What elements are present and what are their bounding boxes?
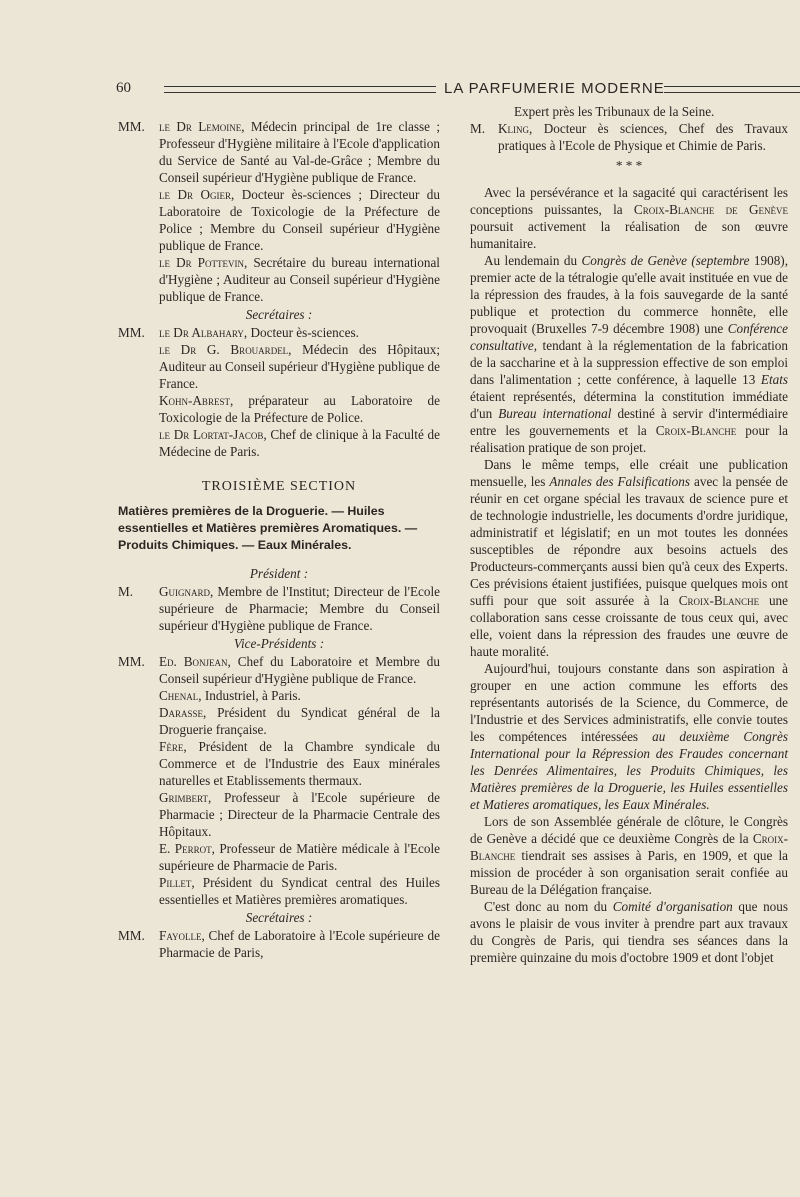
member-entry — [118, 653, 440, 687]
member-description: Président du Syndicat général de la Droguerie française. — [159, 705, 440, 737]
entry-prefix — [118, 392, 159, 426]
member-entry — [118, 118, 440, 186]
member-description: Chef de clinique à la Faculté de Médecine de Paris. — [159, 427, 440, 459]
secretaires-heading-2: Secrétaires : — [245, 910, 313, 925]
text-run: Etats — [760, 372, 788, 387]
member-description: préparateur au Laboratoire de Toxicologie de la Préfecture de Police. — [159, 393, 440, 425]
entry-prefix — [118, 186, 159, 254]
section-title: TROISIÈME SECTION — [201, 479, 357, 494]
member-description: Président du Syndicat central des Huiles essentielles et Matières premières aromatiques. — [159, 875, 440, 907]
text-run: étaient représentés, détermina la constitution immédiate d'un — [470, 389, 788, 421]
header-rule-left — [164, 86, 436, 93]
president-entry — [118, 583, 440, 634]
member-entry — [118, 392, 440, 426]
member-entry — [118, 874, 440, 908]
member-entry — [118, 738, 440, 789]
vice-presidents-heading: Vice-Présidents : — [233, 636, 325, 651]
vice-presidents-list — [118, 653, 440, 908]
member-entry — [118, 704, 440, 738]
text-run: Croix-Blanche de Genève — [633, 202, 788, 217]
member-description: Industriel, à Paris. — [201, 688, 301, 703]
member-description: Docteur ès sciences, Chef des Travaux pratiques à l'Ecole de Physique et Chimie de Paris. — [498, 121, 788, 153]
member-entry — [118, 254, 440, 305]
member-name: Grimbert, — [159, 790, 212, 805]
member-description: Professeur à l'Ecole supérieure de Pharmacie ; Directeur de la Pharmacie Centrale des Hôpitaux. — [159, 790, 440, 839]
entry-prefix — [118, 254, 159, 305]
member-name: Fère, — [159, 739, 187, 754]
text-run: au deuxième Congrès International pour la Répression des Fraudes concernant les Denrées Alimentaires, les Produits Chimiques, les Matières premières de la Droguerie, les Huiles essentielles et Matieres aromatiques, les Eaux Minérales. — [470, 729, 789, 812]
text-run: Annales des Falsifications — [549, 474, 690, 489]
member-entry — [118, 583, 440, 634]
entry-prefix — [118, 789, 159, 840]
member-entry — [118, 324, 440, 341]
member-description: Secrétaire du bureau international d'Hygiène ; Auditeur au Conseil supérieur d'Hygiène publique de France. — [159, 255, 440, 304]
right-column — [470, 103, 788, 966]
entry-prefix — [118, 874, 159, 908]
paragraph-6 — [470, 898, 788, 966]
member-name: le Dr Lemoine, — [159, 119, 245, 134]
member-name: le Dr Lortat-Jacob, — [159, 427, 267, 442]
member-entry — [118, 927, 440, 961]
member-description: Docteur ès-sciences ; Directeur du Laboratoire de Toxicologie de la Préfecture de Police ; Membre du Conseil supérieur d'Hygiène publique de France. — [159, 187, 440, 253]
section-subtitle: Matières premières de la Droguerie. — Huiles essentielles et Matières premières Aromatiques. — Produits Chimiques. — Eaux Minérales. — [118, 504, 418, 552]
member-name: E. Perrot, — [159, 841, 215, 856]
page-number: 60 — [116, 80, 131, 96]
paragraph-3 — [470, 456, 788, 660]
member-name: Chenal, — [159, 688, 202, 703]
entry-prefix: MM. — [118, 119, 145, 134]
text-run: Croix-Blanche — [678, 593, 760, 608]
entry-prefix — [118, 426, 159, 460]
text-run: Bureau international — [498, 406, 612, 421]
text-run: Croix-Blanche — [470, 831, 788, 863]
text-run: Comité d'organisation — [612, 899, 733, 914]
member-name: le Dr Albahary, — [159, 325, 248, 340]
text-run: tendant à la réglementation de la fabrication de la saccharine et à la suppression effective de son emploi dans l'alimentation ; cette conférence, à laquelle 13 — [470, 338, 788, 387]
text-run: Aujourd'hui, toujours constante dans son aspiration à grouper en une action commune les efforts des représentants autorisés de la Science, du Commerce, de l'Industrie et des Services administratifs, elle convie toutes les compétences intéressées — [470, 661, 788, 744]
member-name: Kohn-Abrest, — [159, 393, 234, 408]
text-run: Au lendemain du — [484, 253, 582, 268]
paragraph-4 — [470, 660, 788, 813]
member-description: Médecin principal de 1re classe ; Professeur d'Hygiène militaire à l'Ecole d'application du Service de Santé au Val-de-Grâce ; Membre du Conseil supérieur d'Hygiène publique de France. — [159, 119, 440, 185]
secretaires-heading: Secrétaires : — [245, 307, 313, 322]
kling-entry — [470, 120, 788, 154]
text-run: Conférence consultative, — [470, 321, 788, 353]
paragraph-5 — [470, 813, 788, 898]
text-run: destiné à servir d'intermédiaire entre les gouvernements et la — [470, 406, 789, 438]
paragraph-1 — [470, 184, 788, 252]
text-run: Lors de son Assemblée générale de clôture, le Congrès de Genève a décidé que ce deuxième Congrès de la — [470, 814, 788, 846]
text-run: avec la pensée de réunir en cet organe spécial les travaux de science pure et de technologie industrielle, les documents d'ordre juridique, administratif et législatif; en un mot toutes les données susceptibles de répondre aux besoins actuels des Producteurs-commerçants aussi bien qu'à ceux des Experts. Ces prévisions étaient justifiées, puisque quelques mois ont suffi pour que soit assurée à la — [470, 474, 788, 608]
last-entry — [118, 927, 440, 961]
member-name: le Dr Ogier, — [159, 187, 235, 202]
member-description: Docteur ès-sciences. — [247, 325, 359, 340]
member-name: le Dr G. Brouardel, — [159, 342, 292, 357]
header-rule-right — [664, 86, 800, 93]
member-entry — [118, 186, 440, 254]
member-entry — [118, 426, 440, 460]
entry-prefix — [118, 704, 159, 738]
member-name: Guignard, — [159, 584, 214, 599]
text-run: C'est donc au nom du — [484, 899, 613, 914]
member-entry — [470, 120, 788, 154]
text-run: une collaboration sans cesse croissante de tous ceux qui, avec elle, voient dans la répression des fraudes une œuvre de haute moralité. — [470, 593, 788, 659]
entry-prefix — [118, 738, 159, 789]
member-description: Professeur de Matière médicale à l'Ecole supérieure de Pharmacie de Paris. — [159, 841, 441, 873]
member-description: Président de la Chambre syndicale du Commerce et de l'Industrie des Eaux minérales naturelles et Etablissements thermaux. — [159, 739, 440, 788]
member-description: Médecin des Hôpitaux; Auditeur au Conseil supérieur d'Hygiène publique de France. — [159, 342, 440, 391]
entry-prefix: M. — [118, 584, 134, 599]
member-entry — [118, 840, 440, 874]
left-column — [118, 118, 440, 961]
entry-prefix — [118, 840, 159, 874]
text-run: Dans le même temps, elle créait une publication mensuelle, les — [470, 457, 788, 489]
member-entry — [118, 687, 440, 704]
entry-prefix — [118, 341, 159, 392]
member-list-b — [118, 324, 440, 460]
member-name: Darasse, — [159, 705, 207, 720]
text-run: 1908), premier acte de la tétralogie qu'elle avait instituée en vue de la répression des fraudes, à la fois sauvegarde de la santé publique et protection du commerce honnête, elle provoquait (Bruxelles 7-9 décembre 1908) une — [470, 253, 788, 336]
text-run: pour la réalisation pratique de son projet. — [470, 423, 788, 455]
member-description: Chef de Laboratoire à l'Ecole supérieure de Pharmacie de Paris, — [159, 928, 440, 960]
section-break-stars: * * * — [615, 158, 643, 173]
text-run: que nous avons le plaisir de vous inviter à prendre part aux travaux du Congrès de Paris, qui tiendra ses séances dans la première quinzaine du mois d'octobre 1909 et dont l'objet — [470, 899, 788, 965]
continuation-line: Expert près les Tribunaux de la Seine. — [514, 104, 715, 119]
member-name: Ed. Bonjean, — [159, 654, 231, 669]
text-run: tiendrait ses assises à Paris, en 1909, et que la mission de procéder à son organisation serait confiée au Bureau de la Délégation française. — [470, 848, 788, 897]
text-run: Croix-Blanche — [655, 423, 737, 438]
running-title: LA PARFUMERIE MODERNE — [444, 80, 665, 97]
president-heading: Président : — [249, 566, 309, 581]
entry-prefix: MM. — [118, 928, 145, 943]
member-description: Membre de l'Institut; Directeur de l'Ecole supérieure de Pharmacie; Membre du Conseil supérieur d'Hygiène publique de France. — [159, 584, 440, 633]
member-entry — [118, 341, 440, 392]
member-name: le Dr Pottevin, — [159, 255, 248, 270]
entry-prefix — [118, 687, 159, 704]
page-header — [116, 80, 784, 102]
member-name: Kling, — [498, 121, 533, 136]
member-name: Pillet, — [159, 875, 195, 890]
entry-prefix: MM. — [118, 325, 145, 340]
text-run: Avec la persévérance et la sagacité qui caractérisent les conceptions puissantes, la — [470, 185, 788, 217]
member-entry — [118, 789, 440, 840]
entry-prefix: M. — [470, 121, 486, 136]
entry-prefix: MM. — [118, 654, 145, 669]
paragraph-2 — [470, 252, 788, 456]
text-run: Congrès de Genève (septembre — [581, 253, 750, 268]
member-name: Fayolle, — [159, 928, 205, 943]
text-run: poursuit activement la réalisation de son œuvre humanitaire. — [470, 219, 788, 251]
member-list-a — [118, 118, 440, 305]
member-description: Chef du Laboratoire et Membre du Conseil supérieur d'Hygiène publique de France. — [159, 654, 440, 686]
